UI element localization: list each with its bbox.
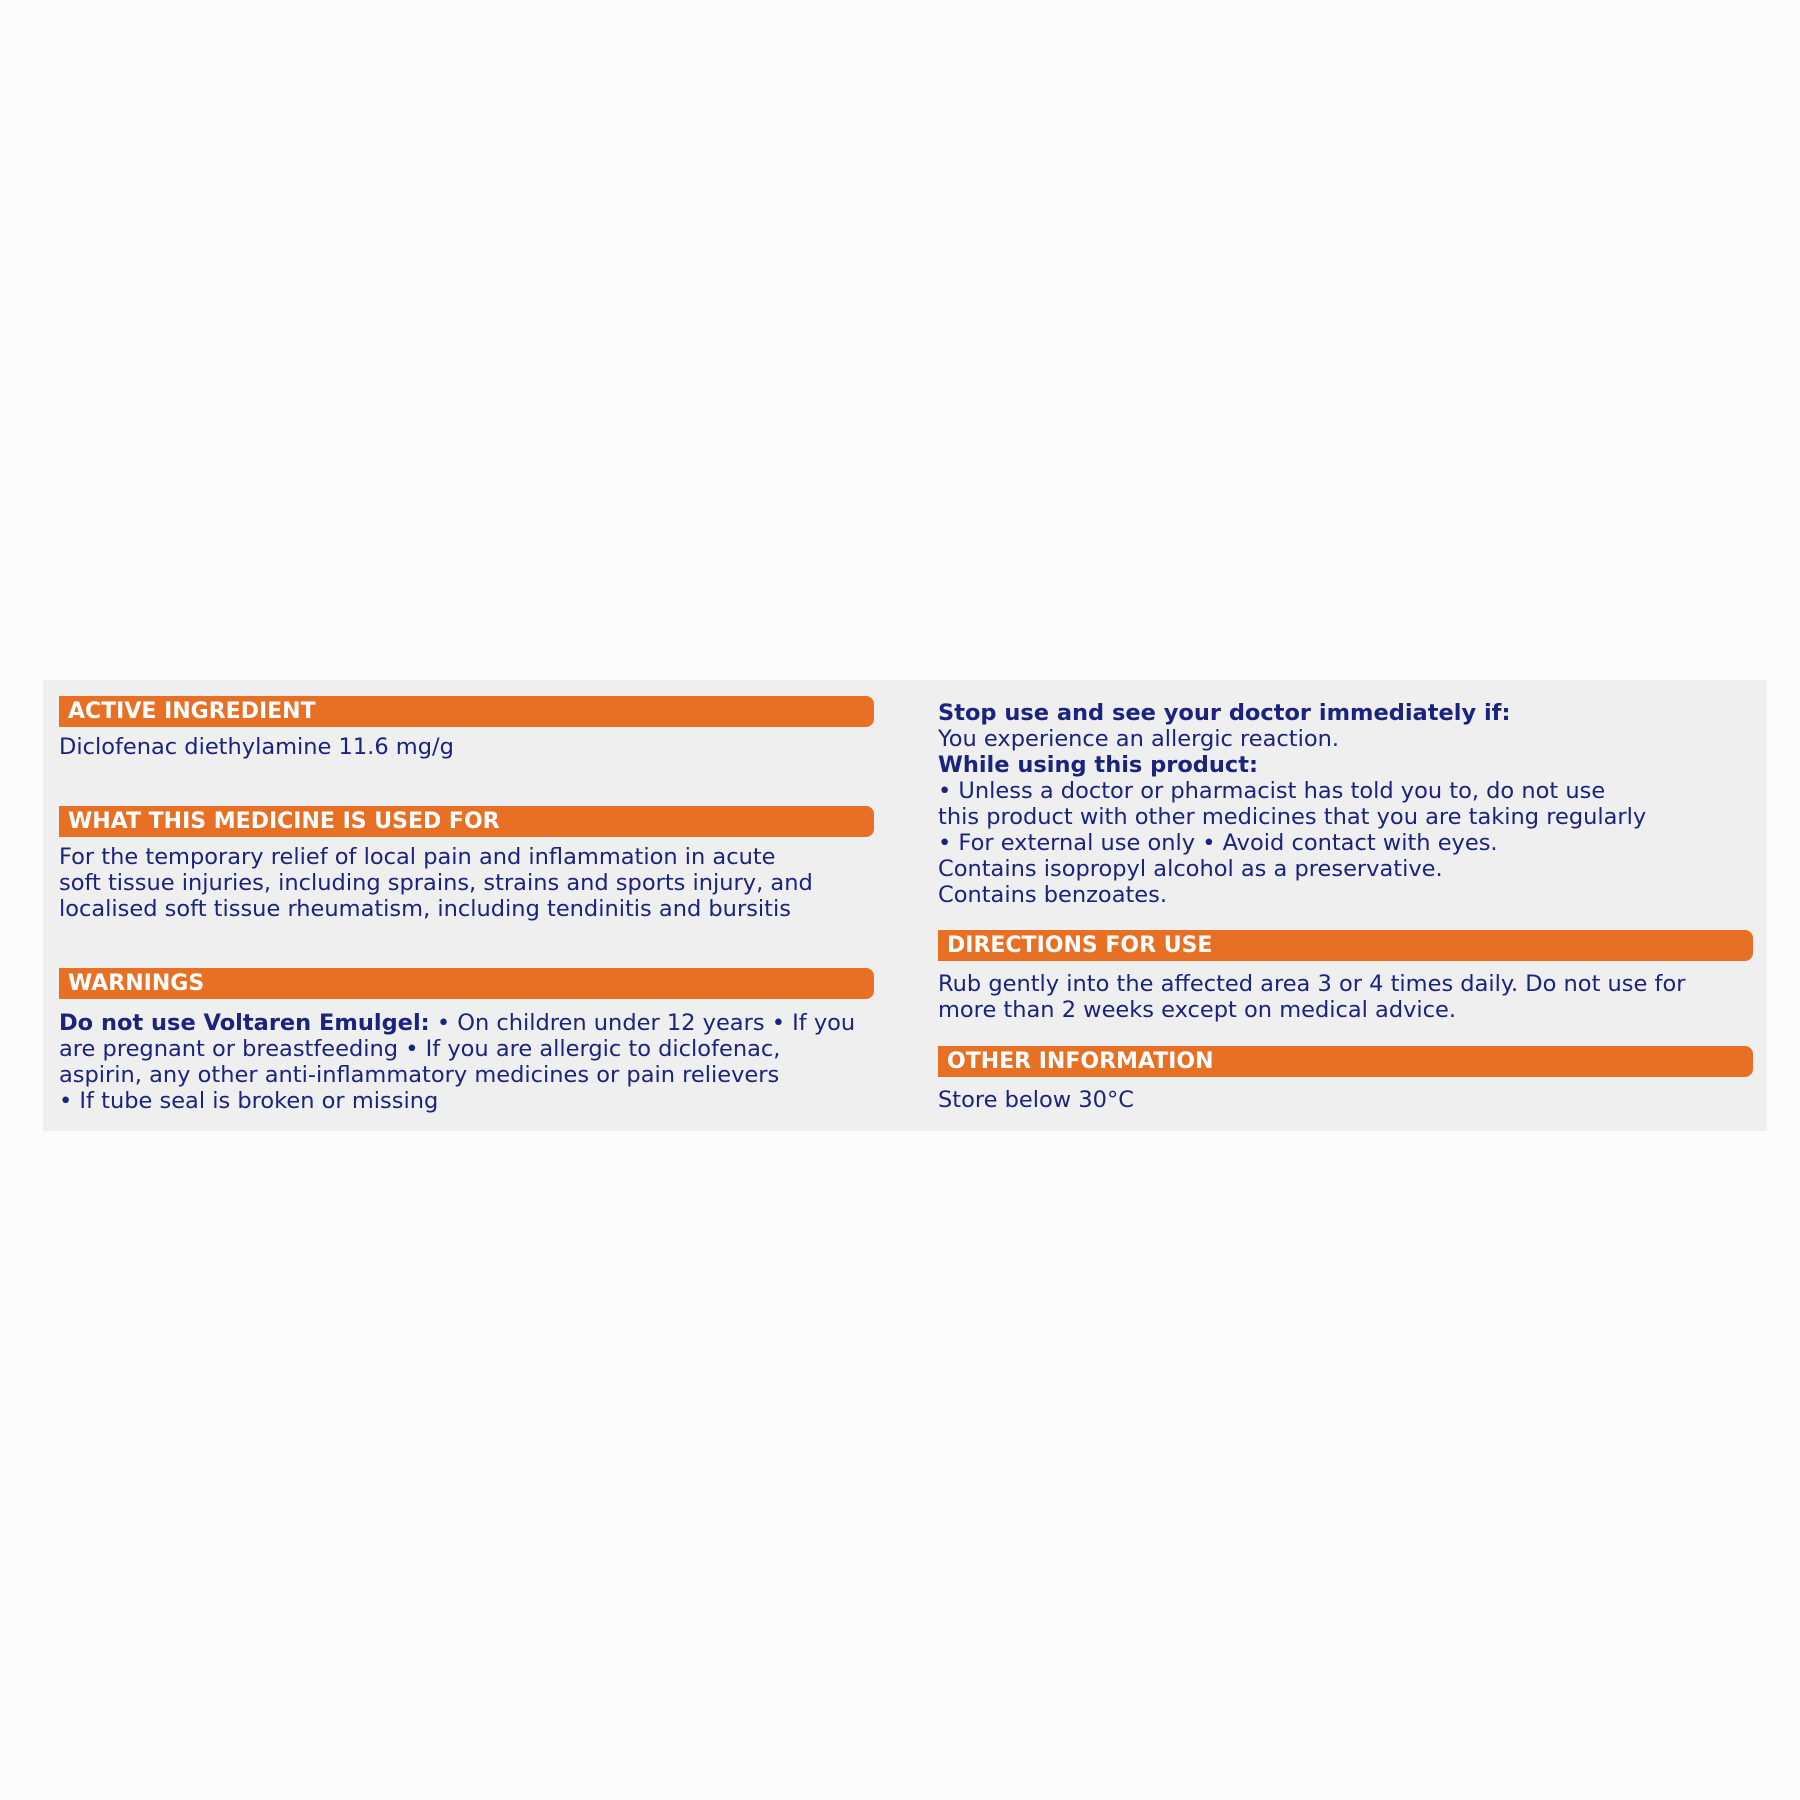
while-using-line: Contains isopropyl alcohol as a preservative.	[938, 856, 1443, 882]
directions-line: more than 2 weeks except on medical advice.	[938, 997, 1457, 1023]
while-using-heading: While using this product:	[938, 752, 1259, 778]
warnings-line: are pregnant or breastfeeding • If you are allergic to diclofenac,	[59, 1036, 781, 1062]
info-panel	[43, 680, 1767, 1131]
warnings-heading: WARNINGS	[59, 968, 874, 999]
while-using-line: • Unless a doctor or pharmacist has told you to, do not use	[938, 778, 1606, 804]
used-for-line: soft tissue injuries, including sprains, strains and sports injury, and	[59, 870, 813, 896]
warnings-lead: Do not use Voltaren Emulgel:	[59, 1010, 430, 1036]
while-using-line: Contains benzoates.	[938, 882, 1168, 908]
directions-text	[938, 971, 1753, 1023]
active-ingredient-text	[59, 734, 874, 760]
directions-line: Rub gently into the affected area 3 or 4 times daily. Do not use for	[938, 971, 1686, 997]
stop-use-heading: Stop use and see your doctor immediately if:	[938, 700, 1511, 726]
used-for-text	[59, 844, 874, 922]
directions-heading: DIRECTIONS FOR USE	[938, 930, 1753, 961]
stop-use-block	[938, 700, 1753, 908]
used-for-line: localised soft tissue rheumatism, including tendinitis and bursitis	[59, 896, 791, 922]
warnings-line: • If tube seal is broken or missing	[59, 1088, 439, 1114]
active-ingredient-heading: ACTIVE INGREDIENT	[59, 696, 874, 727]
other-info-body: Store below 30°C	[938, 1087, 1134, 1113]
warnings-line: aspirin, any other anti-inflammatory medicines or pain relievers	[59, 1062, 780, 1088]
used-for-heading: WHAT THIS MEDICINE IS USED FOR	[59, 806, 874, 837]
warnings-first-line	[59, 1010, 874, 1036]
other-info-text	[938, 1087, 1753, 1113]
warnings-text	[59, 1010, 874, 1114]
while-using-line: • For external use only • Avoid contact with eyes.	[938, 830, 1498, 856]
used-for-line: For the temporary relief of local pain and inflammation in acute	[59, 844, 776, 870]
while-using-line: this product with other medicines that you are taking regularly	[938, 804, 1647, 830]
active-ingredient-body: Diclofenac diethylamine 11.6 mg/g	[59, 734, 454, 760]
stop-use-body: You experience an allergic reaction.	[938, 726, 1340, 752]
warnings-line-rest: • On children under 12 years • If you	[429, 1010, 856, 1036]
other-info-heading: OTHER INFORMATION	[938, 1046, 1753, 1077]
